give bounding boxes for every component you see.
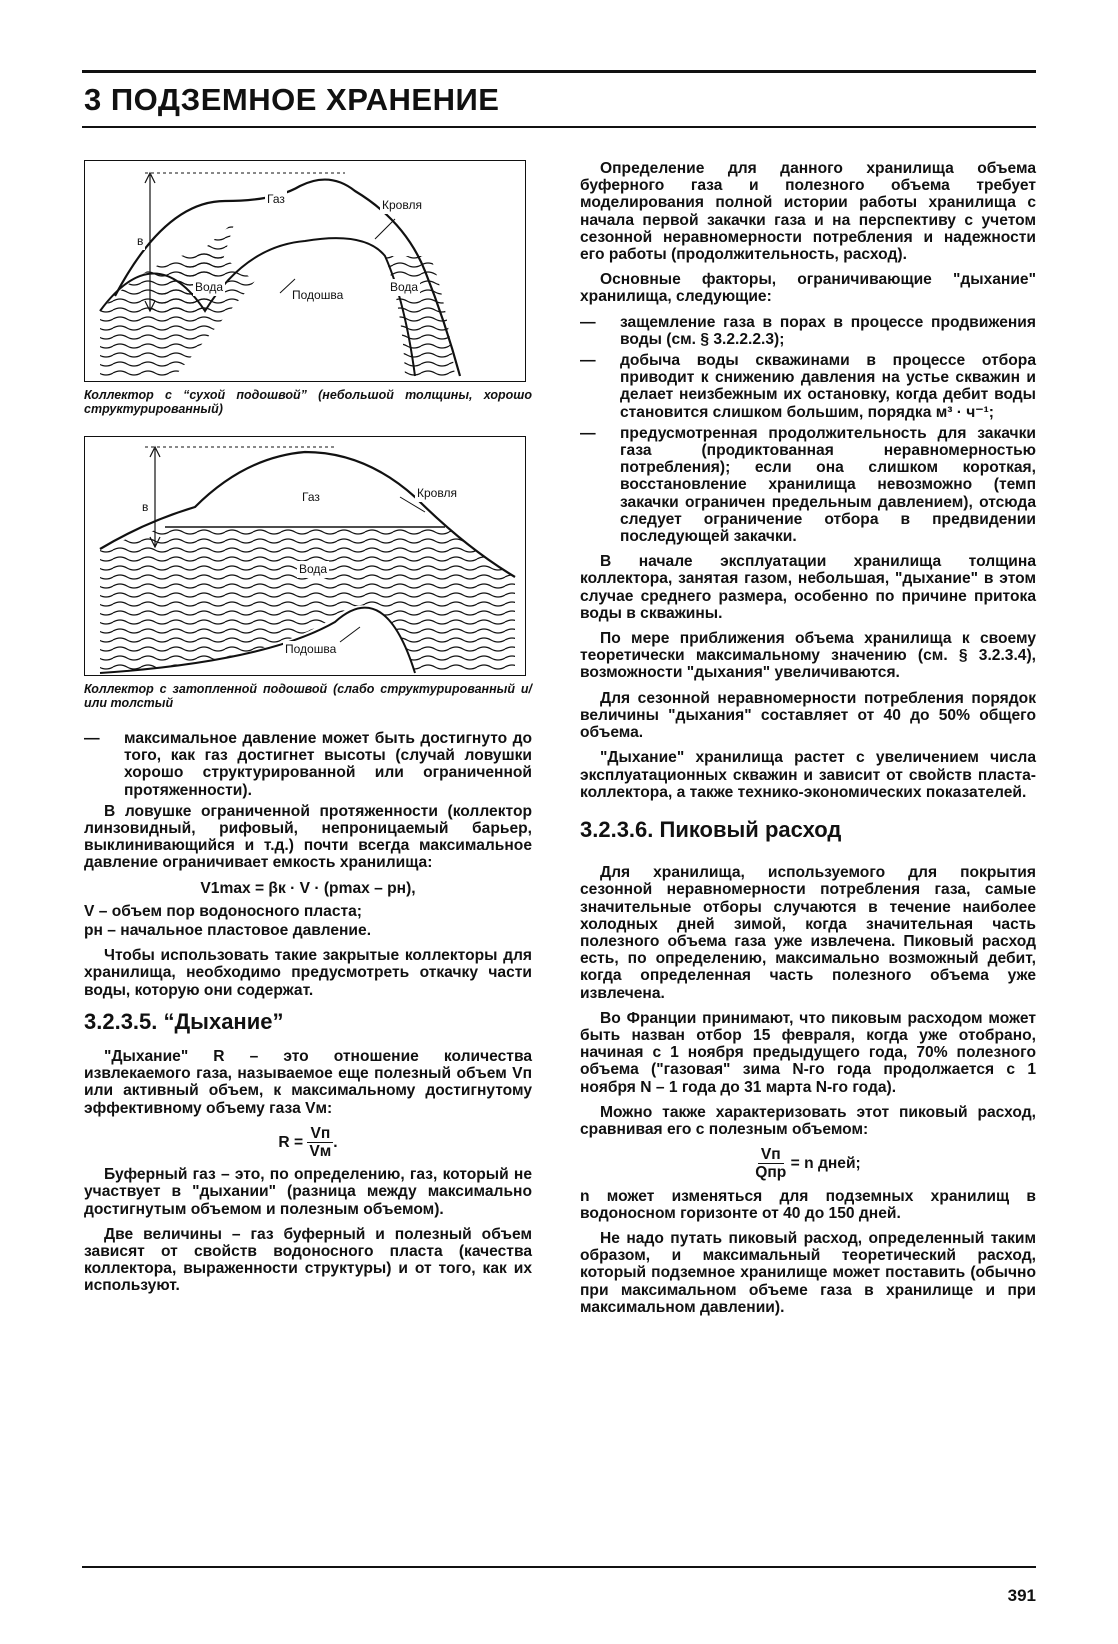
left-paragraph-1: В ловушке ограниченной протяженности (коллектор линзовидный, рифовый, непроницаемый барьер, выклинивающийся и т.д.) почти всегда максимальное давление ограничивает емкость хранилища: — [84, 802, 532, 872]
right-paragraph-3: В начале эксплуатации хранилища толщина коллектора, занятая газом, небольшая, "дыхание" в этом случае среднего размера, особенно по причине притока воды в скважины. — [580, 553, 1036, 622]
left-paragraph-4: Буферный газ – это, по определению, газ, который не участвует в "дыхании" (разница между максимально достигнутым объемом и полезным объемом). — [84, 1166, 532, 1218]
right-paragraph-7: Для хранилища, используемого для покрытия сезонной неравномерности потребления газа, самые значительные отборы случаются в течение наиболее холодных дней зимой, когда значительная часть полезного объема газа уже извлечена. Пиковый расход есть, по определению, максимально возможный дебит, когда определенная часть полезного объема уже извлечена. — [580, 864, 1036, 1002]
fig1-label-water-right: Вода — [388, 279, 420, 296]
formula-r-tail: . — [333, 1133, 338, 1151]
left-paragraph-2: Чтобы использовать такие закрытые коллекторы для хранилища, необходимо предусмотреть откачку части воды, которую они содержат. — [84, 947, 532, 999]
fig1-label-floor: Подошва — [290, 287, 345, 304]
fig2-label-water: Вода — [297, 561, 329, 578]
figure-dry-floor-drawing — [85, 161, 525, 381]
left-paragraph-5: Две величины – газ буферный и полезный объем зависят от свойств водоносного пласта (качества коллектора, выраженности структуры) и от того, как их используют. — [84, 1225, 532, 1295]
right-paragraph-1: Определение для данного хранилища объема буферного газа и полезного объема требует моделирования полной истории работы хранилища с начала первой закачки газа и на перспективу с учетом сезонной неравномерности потребления и надежности его работы (продолжительность, расход). — [580, 160, 1036, 264]
right-paragraph-11: Не надо путать пиковый расход, определенный таким образом, и максимальный теоретический расход, который подземное хранилище может поставить (обычно при максимальном объеме газа в хранилище и при максимальном давлении). — [580, 1229, 1036, 1316]
left-paragraph-3: "Дыхание" R – это отношение количества извлекаемого газа, называемое еще полезный объем Vп или активный объем, к максимальному достигнутому эффективному объему газа Vм: — [84, 1048, 532, 1117]
formula-r — [84, 1125, 532, 1160]
formula-peak-rhs: = n дней; — [790, 1154, 861, 1172]
fig2-label-b: в — [140, 499, 150, 516]
fig1-label-water-left: Вода — [193, 279, 225, 296]
formula-r-lhs: R = — [278, 1133, 304, 1151]
section-heading-peak: 3.2.3.6. Пиковый расход — [580, 816, 842, 842]
formula-r-fraction — [307, 1125, 333, 1160]
right-paragraph-4: По мере приближения объема хранилища к своему теоретически максимальному значению (см. § 3.2.3.4), возможности "дыхания" увеличиваются. — [580, 630, 1036, 682]
definition-v: V – объем пор водоносного пласта; — [84, 902, 362, 920]
right-dash-item-1: — защемление газа в порах в процессе продвижения воды (см. § 3.2.2.2.3); — [580, 314, 1036, 348]
fig1-label-b: в — [135, 233, 145, 250]
figure-dry-floor — [84, 160, 526, 382]
fig2-label-roof: Кровля — [415, 485, 459, 502]
formula-peak-numerator: Vп — [758, 1146, 784, 1164]
top-rule — [82, 70, 1036, 73]
right-dash-item-2: — добыча воды скважинами в процессе отбора приводит к снижению давления на устье скважин и делает неизбежным их остановку, когда дебит воды становится слишком большим, порядка м³ · ч⁻¹; — [580, 352, 1036, 421]
definition-pn: pн – начальное пластовое давление. — [84, 922, 372, 940]
fig2-label-gas: Газ — [300, 489, 322, 506]
right-paragraph-6: "Дыхание" хранилища растет с увеличением числа эксплуатационных скважин и зависит от свойств пласта-коллектора, а также технико-экономических показателей. — [580, 749, 1036, 801]
section-heading-breathing: 3.2.3.5. “Дыхание” — [84, 1008, 284, 1034]
right-column — [580, 160, 1036, 1324]
fig1-label-roof: Кровля — [380, 197, 424, 214]
figure-flooded-floor — [84, 436, 526, 676]
right-paragraph-10: n может изменяться для подземных хранилищ в водоносном горизонте от 40 до 150 дней. — [580, 1187, 1036, 1222]
fig2-caption: Коллектор с затопленной подошвой (слабо структурированный и/или толстый — [84, 682, 532, 710]
chapter-title: 3 ПОДЗЕМНОЕ ХРАНЕНИЕ — [84, 82, 500, 117]
right-paragraph-9: Можно также характеризовать этот пиковый расход, сравнивая его с полезным объемом: — [580, 1103, 1036, 1138]
formula-r-denominator: Vм — [309, 1143, 332, 1161]
formula-peak-denominator: Qпр — [755, 1164, 787, 1182]
right-paragraph-5: Для сезонной неравномерности потребления порядок величины "дыхания" составляет от 40 до 50% общего объема. — [580, 689, 1036, 742]
footer-rule — [82, 1566, 1036, 1568]
right-paragraph-8: Во Франции принимают, что пиковым расходом может быть назван отбор 15 февраля, когда уже отобрано, начиная с 1 ноября предыдущего года, 70% полезного объема ("газовая" зима N-го года продолжается с 1 ноября N – 1 года до 31 марта N-го года). — [580, 1009, 1036, 1096]
fig1-label-gas: Газ — [265, 191, 287, 208]
right-paragraph-2: Основные факторы, ограничивающие "дыхание" хранилища, следующие: — [580, 271, 1036, 306]
header-underline — [82, 126, 1036, 128]
formula-peak — [580, 1146, 1036, 1181]
right-dash-item-3: — предусмотренная продолжительность для закачки газа (продиктованная неравномерностью потребления); если она слишком короткая, восстановление хранилища невозможно (темп закачки ограничен предельным давлением), отсюда следует ограничение отбора в предвидении последующей закачки. — [580, 425, 1036, 545]
fig2-label-floor: Подошва — [283, 641, 338, 658]
formula-v1max: V1max = βк · V · (pmax – pн), — [200, 879, 416, 897]
formula-r-numerator: Vп — [307, 1125, 333, 1143]
page-number: 391 — [1007, 1586, 1036, 1605]
fig1-caption: Коллектор с “сухой подошвой” (небольшой толщины, хорошо структурированный) — [84, 388, 532, 416]
left-dash-item: — максимальное давление может быть достигнуто до того, как газ достигнет высоты (случай ловушки хорошо структурированной или ограниченной протяженности). — [84, 730, 532, 799]
left-column — [84, 160, 532, 1303]
figure-flooded-floor-drawing — [85, 437, 525, 675]
formula-peak-fraction — [755, 1146, 786, 1181]
